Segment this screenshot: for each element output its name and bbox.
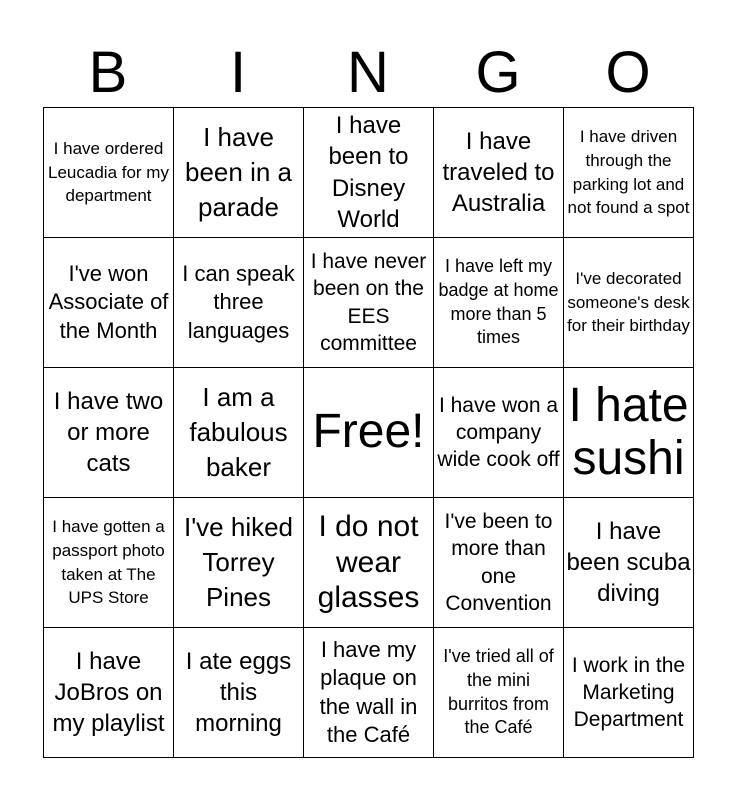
- bingo-cell[interactable]: I work in the Marketing Department: [564, 628, 694, 758]
- bingo-cell[interactable]: I've hiked Torrey Pines: [174, 498, 304, 628]
- header-letter-n: N: [347, 40, 389, 105]
- bingo-cell[interactable]: I have ordered Leucadia for my department: [44, 108, 174, 238]
- bingo-cell[interactable]: I have won a company wide cook off: [434, 368, 564, 498]
- bingo-cell[interactable]: I have JoBros on my playlist: [44, 628, 174, 758]
- bingo-cell[interactable]: I've tried all of the mini burritos from the Café: [434, 628, 564, 758]
- header-letter-g: G: [475, 40, 521, 105]
- header-letter-b: B: [88, 40, 128, 105]
- bingo-cell[interactable]: I've decorated someone's desk for their birthday: [564, 238, 694, 368]
- bingo-cell[interactable]: I have gotten a passport photo taken at The UPS Store: [44, 498, 174, 628]
- bingo-cell[interactable]: I have left my badge at home more than 5 times: [434, 238, 564, 368]
- bingo-cell[interactable]: I've been to more than one Convention: [434, 498, 564, 628]
- header-letter-i: I: [229, 40, 247, 105]
- bingo-cell[interactable]: I do not wear glasses: [304, 498, 434, 628]
- bingo-cell[interactable]: I hate sushi: [564, 368, 694, 498]
- bingo-board: [43, 107, 694, 758]
- board-row: [44, 498, 694, 628]
- bingo-cell[interactable]: I've won Associate of the Month: [44, 238, 174, 368]
- bingo-cell[interactable]: I have been scuba diving: [564, 498, 694, 628]
- bingo-cell[interactable]: I have traveled to Australia: [434, 108, 564, 238]
- header-letter-o: O: [605, 40, 651, 105]
- bingo-cell[interactable]: I ate eggs this morning: [174, 628, 304, 758]
- bingo-cell[interactable]: I can speak three languages: [174, 238, 304, 368]
- board-row: [44, 108, 694, 238]
- bingo-cell[interactable]: I have two or more cats: [44, 368, 174, 498]
- board-row: [44, 368, 694, 498]
- board-row: [44, 238, 694, 368]
- bingo-cell[interactable]: I am a fabulous baker: [174, 368, 304, 498]
- bingo-cell[interactable]: I have never been on the EES committee: [304, 238, 434, 368]
- bingo-cell[interactable]: I have driven through the parking lot and not found a spot: [564, 108, 694, 238]
- free-cell[interactable]: Free!: [304, 368, 434, 498]
- board-row: [44, 628, 694, 758]
- bingo-cell[interactable]: I have been in a parade: [174, 108, 304, 238]
- bingo-cell[interactable]: I have my plaque on the wall in the Café: [304, 628, 434, 758]
- bingo-cell[interactable]: I have been to Disney World: [304, 108, 434, 238]
- bingo-header: [43, 40, 693, 106]
